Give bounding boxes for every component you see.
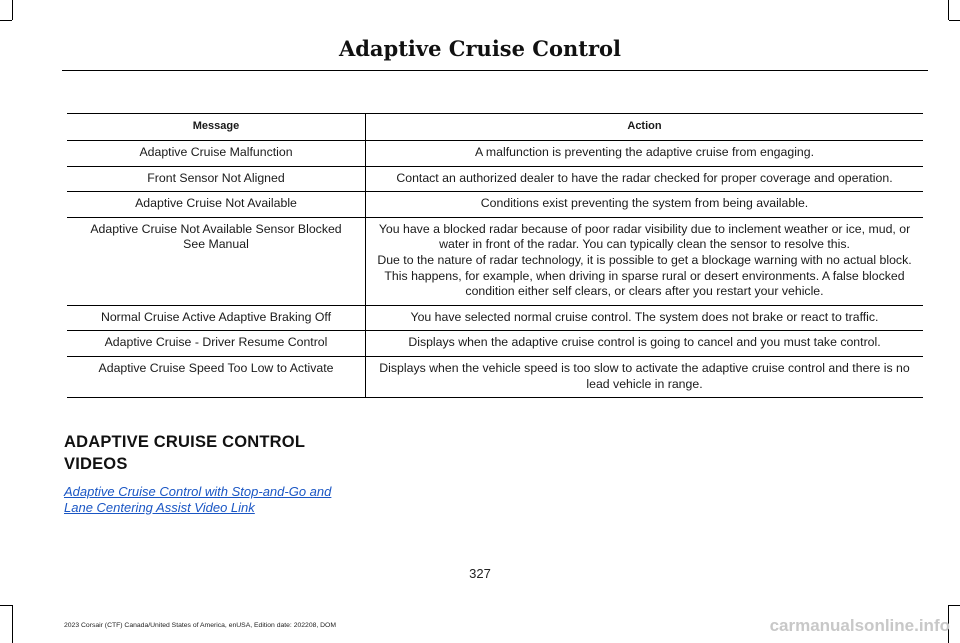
crop-mark — [12, 0, 13, 20]
table-header-row — [67, 114, 923, 141]
crop-mark — [0, 605, 12, 606]
title-divider — [62, 70, 928, 71]
crop-mark — [949, 20, 960, 21]
section-heading-line: VIDEOS — [64, 455, 128, 473]
table-row — [67, 331, 923, 357]
table-row — [67, 356, 923, 397]
crop-mark — [949, 605, 960, 606]
section-heading-line: ADAPTIVE CRUISE CONTROL — [64, 433, 306, 451]
action-cell — [366, 305, 924, 331]
crop-mark — [12, 605, 13, 643]
message-table — [67, 113, 923, 398]
action-text: Displays when the vehicle speed is too slow to activate the adaptive cruise control and there is no lead vehicle in range. — [379, 360, 910, 391]
message-cell: Adaptive Cruise Not Available Sensor Blocked See Manual — [67, 217, 366, 305]
action-text: A malfunction is preventing the adaptive cruise from engaging. — [474, 145, 815, 159]
table-row — [67, 192, 923, 218]
crop-mark — [0, 20, 12, 21]
action-text: You have a blocked radar because of poor radar visibility due to inclement weather or ice, mud, or water in front of the radar. You can typically clean the sensor to resolve this. — [378, 221, 911, 252]
page-title: Adaptive Cruise Control — [338, 36, 622, 61]
message-cell: Front Sensor Not Aligned — [67, 166, 366, 192]
table-row — [67, 141, 923, 167]
action-cell — [366, 166, 924, 192]
footer-edition-text: 2023 Corsair (CTF) Canada/United States of America, enUSA, Edition date: 202208, DOM — [64, 622, 337, 629]
column-header-action: Action — [366, 114, 924, 141]
action-text: Contact an authorized dealer to have the radar checked for proper coverage and operation. — [396, 170, 893, 185]
message-cell: Adaptive Cruise Malfunction — [67, 141, 366, 167]
message-cell: Normal Cruise Active Adaptive Braking Off — [67, 305, 366, 331]
action-text: You have selected normal cruise control. The system does not brake or react to traffic. — [410, 309, 879, 324]
action-cell — [366, 192, 924, 218]
section-heading — [64, 431, 305, 475]
action-cell — [366, 141, 924, 167]
page-number: 327 — [469, 566, 491, 581]
message-cell: Adaptive Cruise Speed Too Low to Activate — [67, 356, 366, 397]
action-cell — [366, 217, 924, 305]
message-cell: Adaptive Cruise Not Available — [67, 192, 366, 218]
column-header-message: Message — [67, 114, 366, 141]
video-link[interactable]: Adaptive Cruise Control with Stop-and-Go and Lane Centering Assist Video Link — [64, 484, 332, 515]
action-cell — [366, 331, 924, 357]
action-text: Due to the nature of radar technology, it is possible to get a blockage warning with no actual block. This happens, for example, when driving in sparse rural or desert environments. A false blocked condition either self clears, or clears after you restart your vehicle. — [377, 252, 912, 299]
watermark: carmanualsonline.info — [769, 616, 950, 635]
action-text: Displays when the adaptive cruise control is going to cancel and you must take control. — [408, 335, 881, 350]
crop-mark — [948, 0, 949, 20]
table-row — [67, 305, 923, 331]
action-cell — [366, 356, 924, 397]
table-row — [67, 217, 923, 305]
action-text: Conditions exist preventing the system from being available. — [480, 196, 809, 211]
message-cell: Adaptive Cruise - Driver Resume Control — [67, 331, 366, 357]
table-row — [67, 166, 923, 192]
